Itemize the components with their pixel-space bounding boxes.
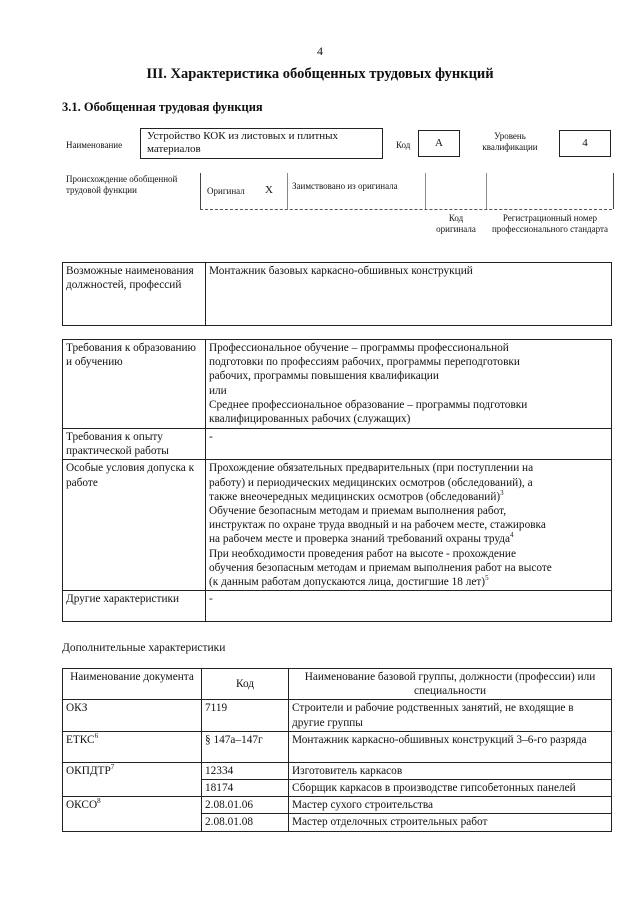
text-line: При необходимости проведения работ на высоте - прохождение <box>209 547 516 560</box>
text-line: рабочих, программы повышения квалификации <box>209 370 439 383</box>
education-label: Требования к образованию и обучению <box>63 340 206 429</box>
code-cell: 18174 <box>202 780 289 797</box>
reg-caption: Регистрационный номер профессионального стандарта <box>491 213 609 234</box>
positions-label: Возможные наименования должностей, профессий <box>63 263 206 326</box>
table-row <box>63 797 612 814</box>
text-line: Прохождение обязательных предварительных (при поступлении на <box>209 462 534 475</box>
footnote-ref: 3 <box>500 489 504 498</box>
name-label: Наименование <box>66 140 123 150</box>
text-line: (к данным работам допускаются лица, достигшие 18 лет)$^5$ <box>209 574 489 589</box>
subsection-title: 3.1. Обобщенная трудовая функция <box>62 100 263 114</box>
table-row <box>63 460 612 591</box>
origin-label: Происхождение обобщенной трудовой функции <box>66 174 178 195</box>
level-value: 4 <box>559 130 611 157</box>
name-cell: Изготовитель каркасов <box>289 762 612 779</box>
text-line: Среднее профессиональное образование – программы подготовки <box>209 398 528 411</box>
other-value: - <box>206 591 612 622</box>
table-row <box>63 429 612 460</box>
requirements-table <box>62 339 612 622</box>
code-cell: § 147а–147г <box>202 731 289 762</box>
text-line: обучения безопасным методам и приемам выполнения работ на высоте <box>209 561 552 574</box>
borrowed-label: Заимствовано из оригинала <box>292 181 398 191</box>
table-header <box>63 669 612 700</box>
table-row <box>63 700 612 731</box>
code-value: А <box>418 130 460 157</box>
code-cell: 2.08.01.06 <box>202 797 289 814</box>
code-cell: 7119 <box>202 700 289 731</box>
name-cell: Мастер сухого строительства <box>289 797 612 814</box>
table-row <box>63 591 612 622</box>
text-line: работу) и периодических медицинских осмотров (обследований), а <box>209 476 533 489</box>
positions-table <box>62 262 612 326</box>
text-line: инструктаж по охране труда вводный и на рабочем месте, стажировка <box>209 519 546 532</box>
text-line: Профессиональное обучение – программы профессиональной <box>209 342 509 354</box>
code-cell: 12334 <box>202 762 289 779</box>
text-line: Обучение безопасным методам и приемам выполнения работ, <box>209 505 507 518</box>
additional-table <box>62 668 612 832</box>
text-line: также внеочередных медицинских осмотров (обследований)$^3$ <box>209 489 504 503</box>
admission-value <box>206 460 612 591</box>
text-line: квалифицированных рабочих (служащих) <box>209 413 411 426</box>
name-value: Устройство КОК из листовых и плитных материалов <box>140 128 383 159</box>
footnote-ref: 5 <box>485 574 489 583</box>
col-doc-header: Наименование документа <box>63 669 202 700</box>
admission-label: Особые условия допуска к работе <box>63 460 206 591</box>
experience-value: - <box>206 429 612 460</box>
doc-cell: ЕТКС$^6$ <box>63 731 202 762</box>
origin-divider <box>425 173 426 209</box>
table-row <box>63 731 612 762</box>
origin-divider <box>486 173 487 209</box>
text-line: подготовки по профессиям рабочих, программы переподготовки <box>209 356 520 369</box>
other-label: Другие характеристики <box>63 591 206 622</box>
code-cell: 2.08.01.08 <box>202 814 289 831</box>
name-cell: Мастер отделочных строительных работ <box>289 814 612 831</box>
original-mark: X <box>265 184 273 196</box>
name-cell: Сборщик каркасов в производстве гипсобетонных панелей <box>289 780 612 797</box>
level-label: Уровень квалификации <box>482 131 538 152</box>
text-line: на рабочем месте и проверка знаний требований охраны труда$^4$ <box>209 531 514 546</box>
section-title: III. Характеристика обобщенных трудовых функций <box>146 66 494 82</box>
code-label: Код <box>396 140 411 150</box>
origin-baseline <box>200 209 612 210</box>
footnote-ref: 4 <box>510 531 514 540</box>
table-row <box>63 762 612 779</box>
col-name-header: Наименование базовой группы, должности (профессии) или специальности <box>289 669 612 700</box>
positions-value: Монтажник базовых каркасно-обшивных конструкций <box>206 263 612 326</box>
page-number: 4 <box>317 44 323 58</box>
additional-title: Дополнительные характеристики <box>62 642 226 654</box>
doc-cell: ОКЗ <box>63 700 202 731</box>
table-row <box>63 340 612 429</box>
doc-cell: ОКПДТР$^7$ <box>63 762 202 796</box>
col-code-header: Код <box>202 669 289 700</box>
name-cell: Строители и рабочие родственных занятий, не входящие в другие группы <box>289 700 612 731</box>
text-line: или <box>209 384 227 397</box>
original-label: Оригинал <box>207 186 245 196</box>
code-caption: Код оригинала <box>436 213 476 234</box>
education-value <box>206 340 612 429</box>
name-cell: Монтажник каркасно-обшивных конструкций 3–6-го разряда <box>289 731 612 762</box>
experience-label: Требования к опыту практической работы <box>63 429 206 460</box>
origin-box <box>200 173 614 209</box>
doc-cell: ОКСО$^8$ <box>63 797 202 831</box>
origin-divider <box>287 173 288 209</box>
